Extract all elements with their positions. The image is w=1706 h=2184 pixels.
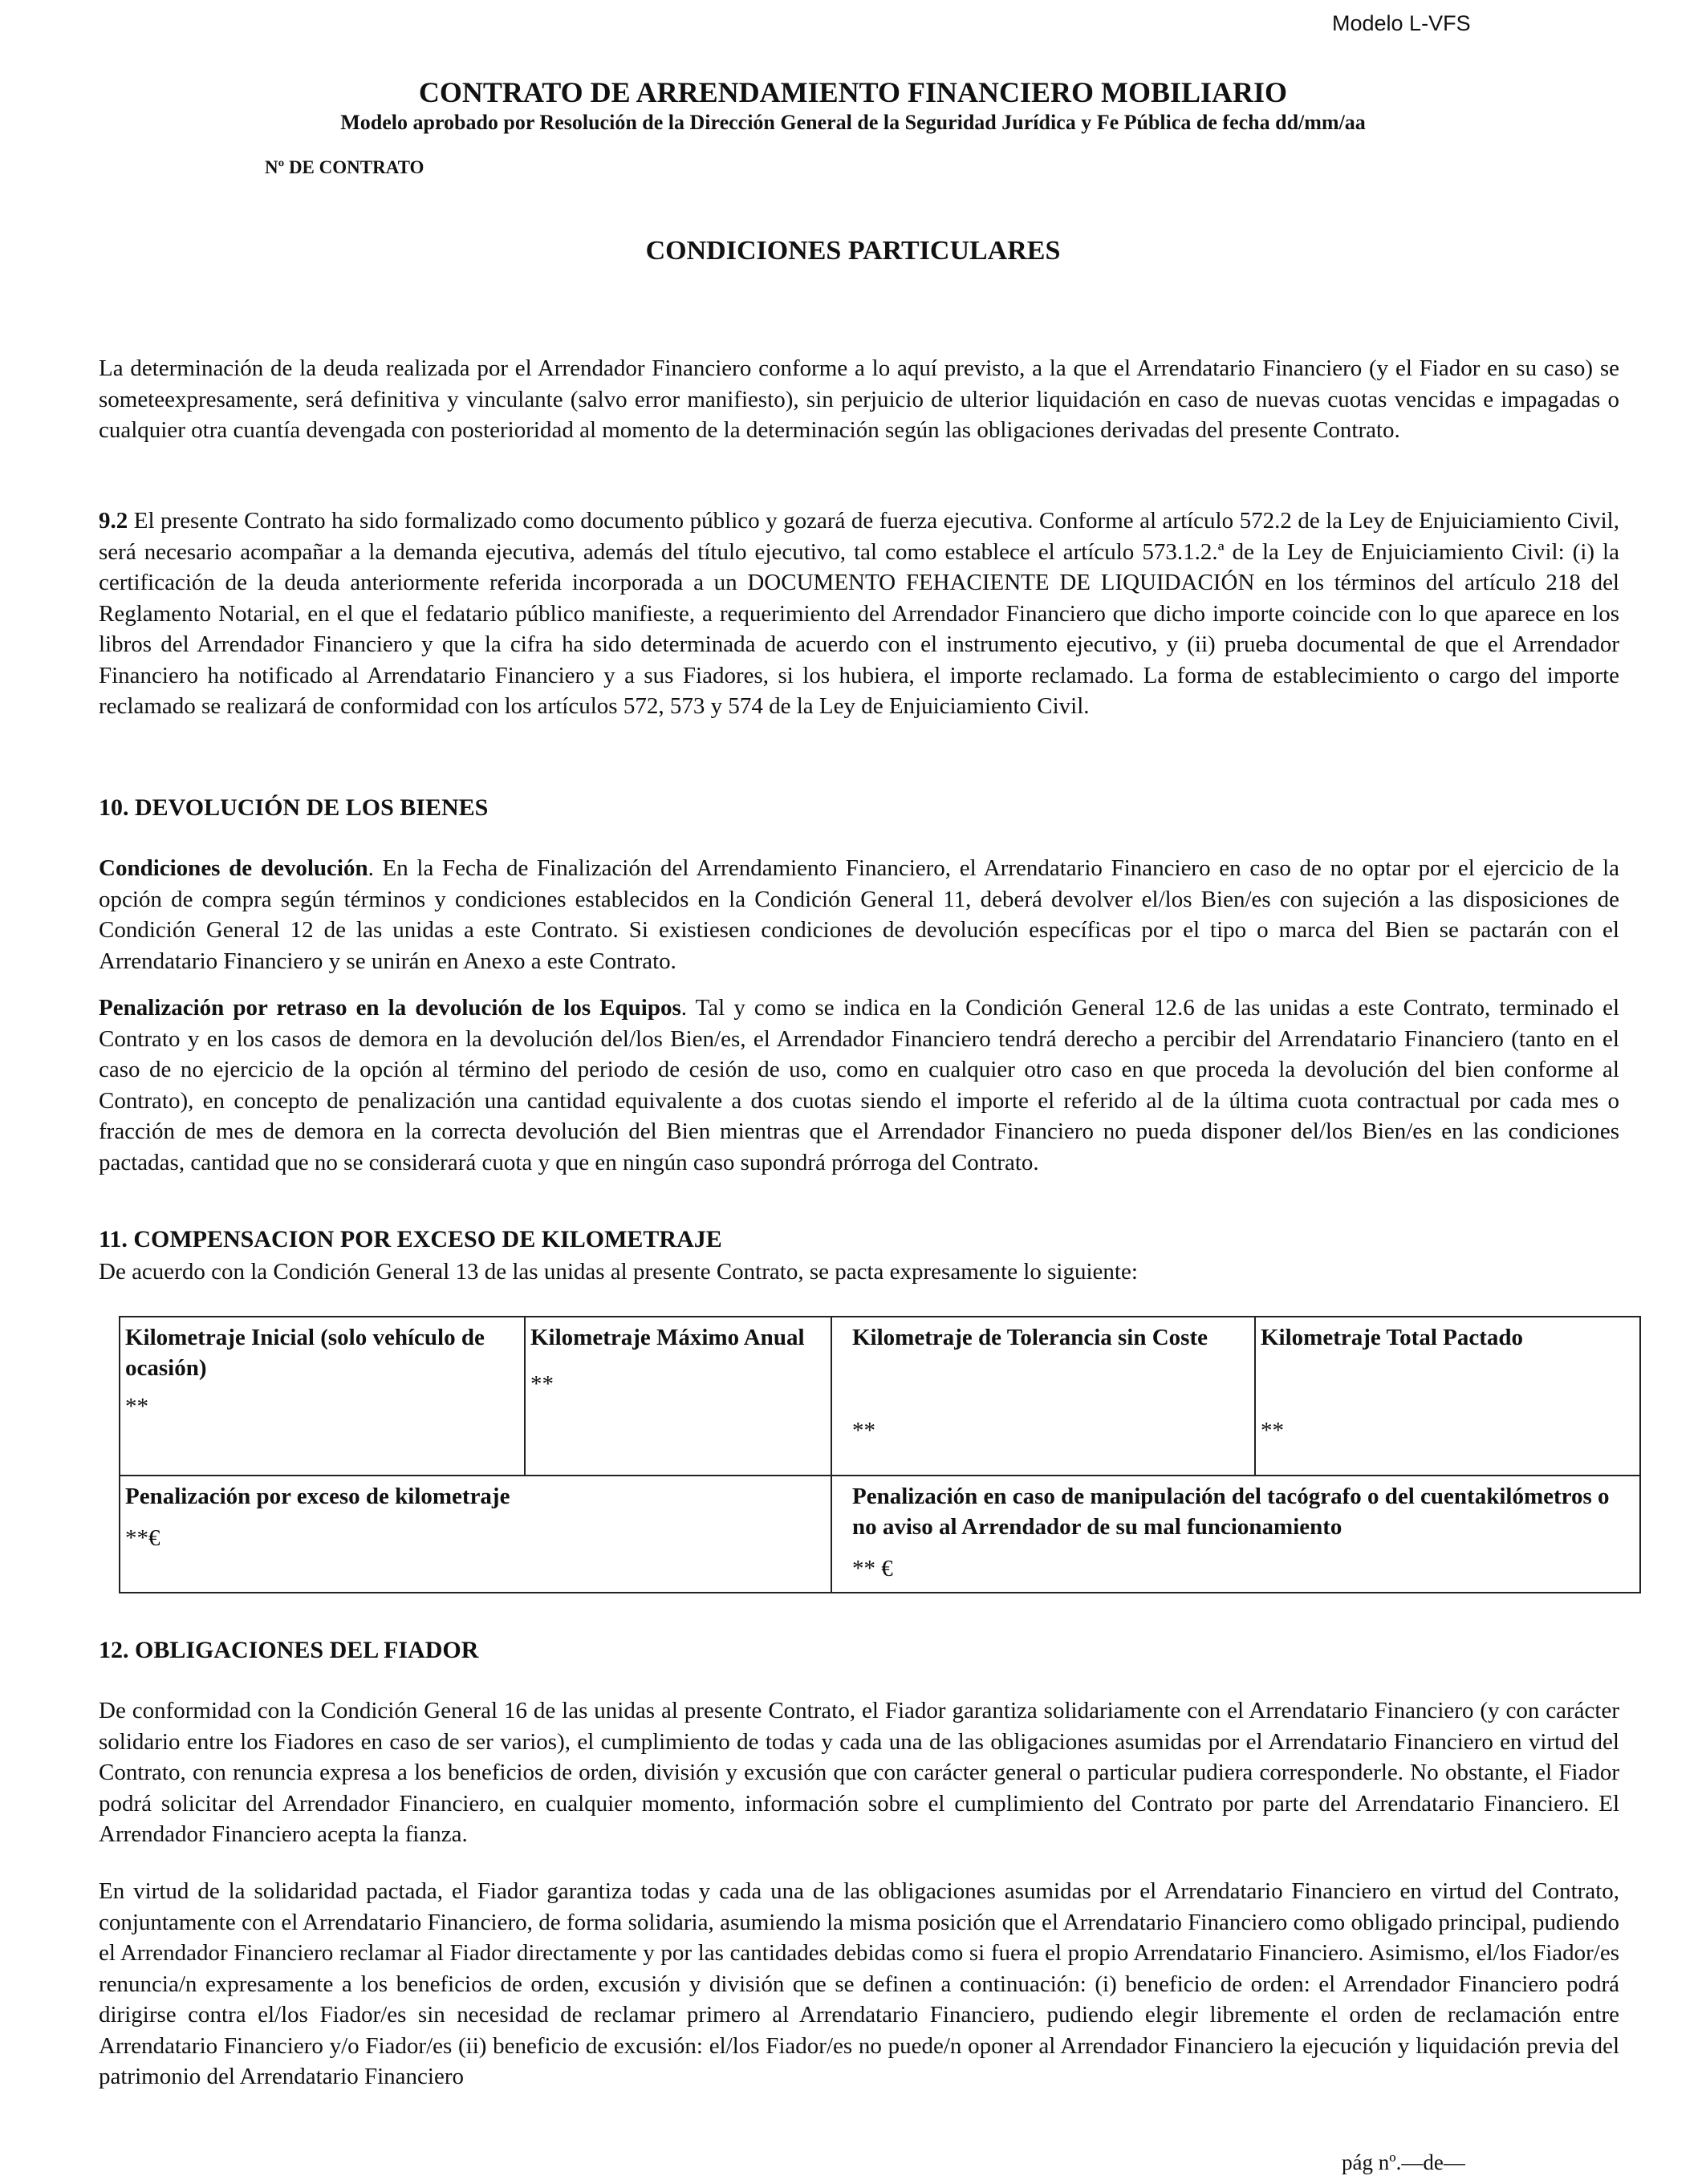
clause-text: El presente Contrato ha sido formalizado como documento público y gozará de fuerza ejecutiva. Conforme al artículo 572.2 de la Ley de Enjuiciamiento Civil, será necesario acompañar a la demanda ejecutiva, además del título ejecutivo, tal como establece el artículo 573.1.2.ª de la Ley de Enjuiciamiento Civil: (i) la certificación de la deuda anteriormente referida incorporada a un DOCUMENTO FEHACIENTE DE LIQUIDACIÓN en los términos del artículo 218 del Reglamento Notarial, en el que el fedatario público manifieste, a requerimiento del Arrendador Financiero que dicho importe coincide con lo que aparece en los libros del Arrendador Financiero y que la cifra ha sido determinada de acuerdo con el instrumento ejecutivo, y (ii) prueba documental de que el Arrendador Financiero ha notificado al Arrendatario Financiero y a sus Fiadores, si los hubiera, el importe reclamado. La forma de establecimiento o cargo del importe reclamado se realizará de conformidad con los artículos 572, 573 y 574 de la Ley de Enjuiciamiento Civil. [99, 508, 1619, 719]
contract-number-label: Nº DE CONTRATO [265, 157, 424, 177]
contract-title: CONTRATO DE ARRENDAMIENTO FINANCIERO MOBILIARIO [418, 76, 1288, 108]
table-cell [120, 1476, 831, 1593]
paragraph-text: . En la Fecha de Finalización del Arrendamiento Financiero, el Arrendatario Financiero en caso de no optar por el ejercicio de la opción de compra según términos y condiciones establecidos en la Condición General 11, deberá devolver el/los Bien/es con sujeción a las disposiciones de Condición General 12 de las unidas a este Contrato. Si existiesen condiciones de devolución específicas por el tipo o marca del Bien se pactarán con el Arrendatario Financiero y se unirán en Anexo a este Contrato. [99, 855, 1619, 974]
cell-label: Kilometraje Inicial (solo vehículo de ocasión) [125, 1325, 485, 1381]
clause-number: 9.2 [99, 508, 128, 534]
paragraph-lead: Condiciones de devolución [99, 855, 368, 881]
section-12-paragraph-1: De conformidad con la Condición General 16 de las unidas al presente Contrato, el Fiador garantiza solidariamente con el Arrendatario Financiero (y con carácter solidario entre los Fiadores en caso de ser varios), el cumplimiento de todas y cada una de las obligaciones asumidas por el Arrendatario Financiero en virtud del Contrato, con renuncia expresa a los beneficios de orden, división y excusión que con carácter general o particular pudiera corresponderle. No obstante, el Fiador podrá solicitar del Arrendador Financiero, en cualquier momento, información sobre el cumplimiento del Contrato por parte del Arrendatario Financiero. El Arrendador Financiero acepta la fianza. [99, 1698, 1619, 1847]
cell-value: **€ [125, 1525, 160, 1551]
table-cell [120, 1317, 525, 1476]
paragraph-lead: Penalización por retraso en la devolución de los Equipos [99, 995, 681, 1021]
table-row [120, 1317, 1640, 1476]
table-cell [1255, 1317, 1640, 1476]
clause-9-2 [99, 505, 1619, 722]
section-11-heading: 11. COMPENSACION POR EXCESO DE KILOMETRAJE [99, 1226, 722, 1252]
model-tag: Modelo L-VFS [1332, 11, 1471, 35]
table-cell [831, 1476, 1640, 1593]
table-cell [525, 1317, 831, 1476]
cell-label: Penalización por exceso de kilometraje [125, 1484, 510, 1509]
section-10-heading: 10. DEVOLUCIÓN DE LOS BIENES [99, 794, 489, 821]
cell-value: ** € [852, 1556, 893, 1581]
kilometraje-table [119, 1316, 1641, 1593]
table-row [120, 1476, 1640, 1593]
section-11-intro: De acuerdo con la Condición General 13 de las unidas al presente Contrato, se pacta expresamente lo siguiente: [99, 1259, 1138, 1285]
section-12-paragraph-2: En virtud de la solidaridad pactada, el Fiador garantiza todas y cada una de las obligaciones asumidas por el Arrendatario Financiero en virtud del Contrato, conjuntamente con el Arrendatario Financiero, de forma solidaria, asumiendo la misma posición que el Arrendatario Financiero como obligado principal, pudiendo el Arrendador Financiero reclamar al Fiador directamente y por las cantidades debidas como si fuera el propio Arrendatario Financiero. Asimismo, el/los Fiador/es renuncia/n expresamente a los beneficios de orden, excusión y división que se definen a continuación: (i) beneficio de orden: el Arrendador Financiero podrá dirigirse contra el/los Fiador/es sin necesidad de reclamar primero al Arrendatario Financiero, pudiendo elegir libremente el orden de reclamación entre Arrendatario Financiero y/o Fiador/es (ii) beneficio de excusión: el/los Fiador/es no puede/n oponer al Arrendador Financiero la ejecución y liquidación previa del patrimonio del Arrendatario Financiero [99, 1878, 1619, 2089]
contract-subtitle: Modelo aprobado por Resolución de la Dirección General de la Seguridad Jurídica y Fe Pública de fecha dd/mm/aa [340, 111, 1366, 134]
section-10-paragraph-2 [99, 993, 1619, 1178]
section-title: CONDICIONES PARTICULARES [645, 236, 1061, 266]
cell-label: Penalización en caso de manipulación del tacógrafo o del cuentakilómetros o no aviso al Arrendador de su mal funcionamiento [852, 1484, 1610, 1540]
section-12-heading: 12. OBLIGACIONES DEL FIADOR [99, 1637, 479, 1663]
cell-value: ** [530, 1371, 554, 1397]
table-cell [831, 1317, 1255, 1476]
cell-label: Kilometraje Máximo Anual [530, 1325, 805, 1350]
section-10-paragraph-1 [99, 853, 1619, 976]
cell-label: Kilometraje Total Pactado [1261, 1325, 1524, 1350]
intro-paragraph: La determinación de la deuda realizada por el Arrendador Financiero conforme a lo aquí previsto, a la que el Arrendatario Financiero (y el Fiador en su caso) se someteexpresamente, será definitiva y vinculante (salvo error manifiesto), sin perjuicio de ulterior liquidación en caso de nuevas cuotas vencidas e impagadas o cualquier otra cuantía devengada con posterioridad al momento de la determinación según las obligaciones derivadas del presente Contrato. [99, 355, 1619, 443]
cell-value: ** [1261, 1418, 1284, 1443]
paragraph-text: . Tal y como se indica en la Condición General 12.6 de las unidas a este Contrato, terminado el Contrato y en los casos de demora en la devolución del/los Bien/es, el Arrendador Financiero tendrá derecho a percibir del Arrendatario Financiero (tanto en el caso de no ejercicio de la opción al término del periodo de cesión de uso, como en cualquier otro caso en que proceda la devolución del bien conforme al Contrato), en concepto de penalización una cantidad equivalente a dos cuotas siendo el importe el referido al de la última cuota contractual por cada mes o fracción de mes de demora en la correcta devolución del Bien mientras que el Arrendador Financiero no pueda disponer del/los Bien/es en las condiciones pactadas, cantidad que no se considerará cuota y que en ningún caso supondrá prórroga del Contrato. [99, 995, 1619, 1175]
cell-value: ** [125, 1394, 148, 1419]
page-number: pág nº.—de— [1342, 2150, 1465, 2174]
cell-label: Kilometraje de Tolerancia sin Coste [852, 1325, 1208, 1350]
cell-value: ** [852, 1418, 875, 1443]
